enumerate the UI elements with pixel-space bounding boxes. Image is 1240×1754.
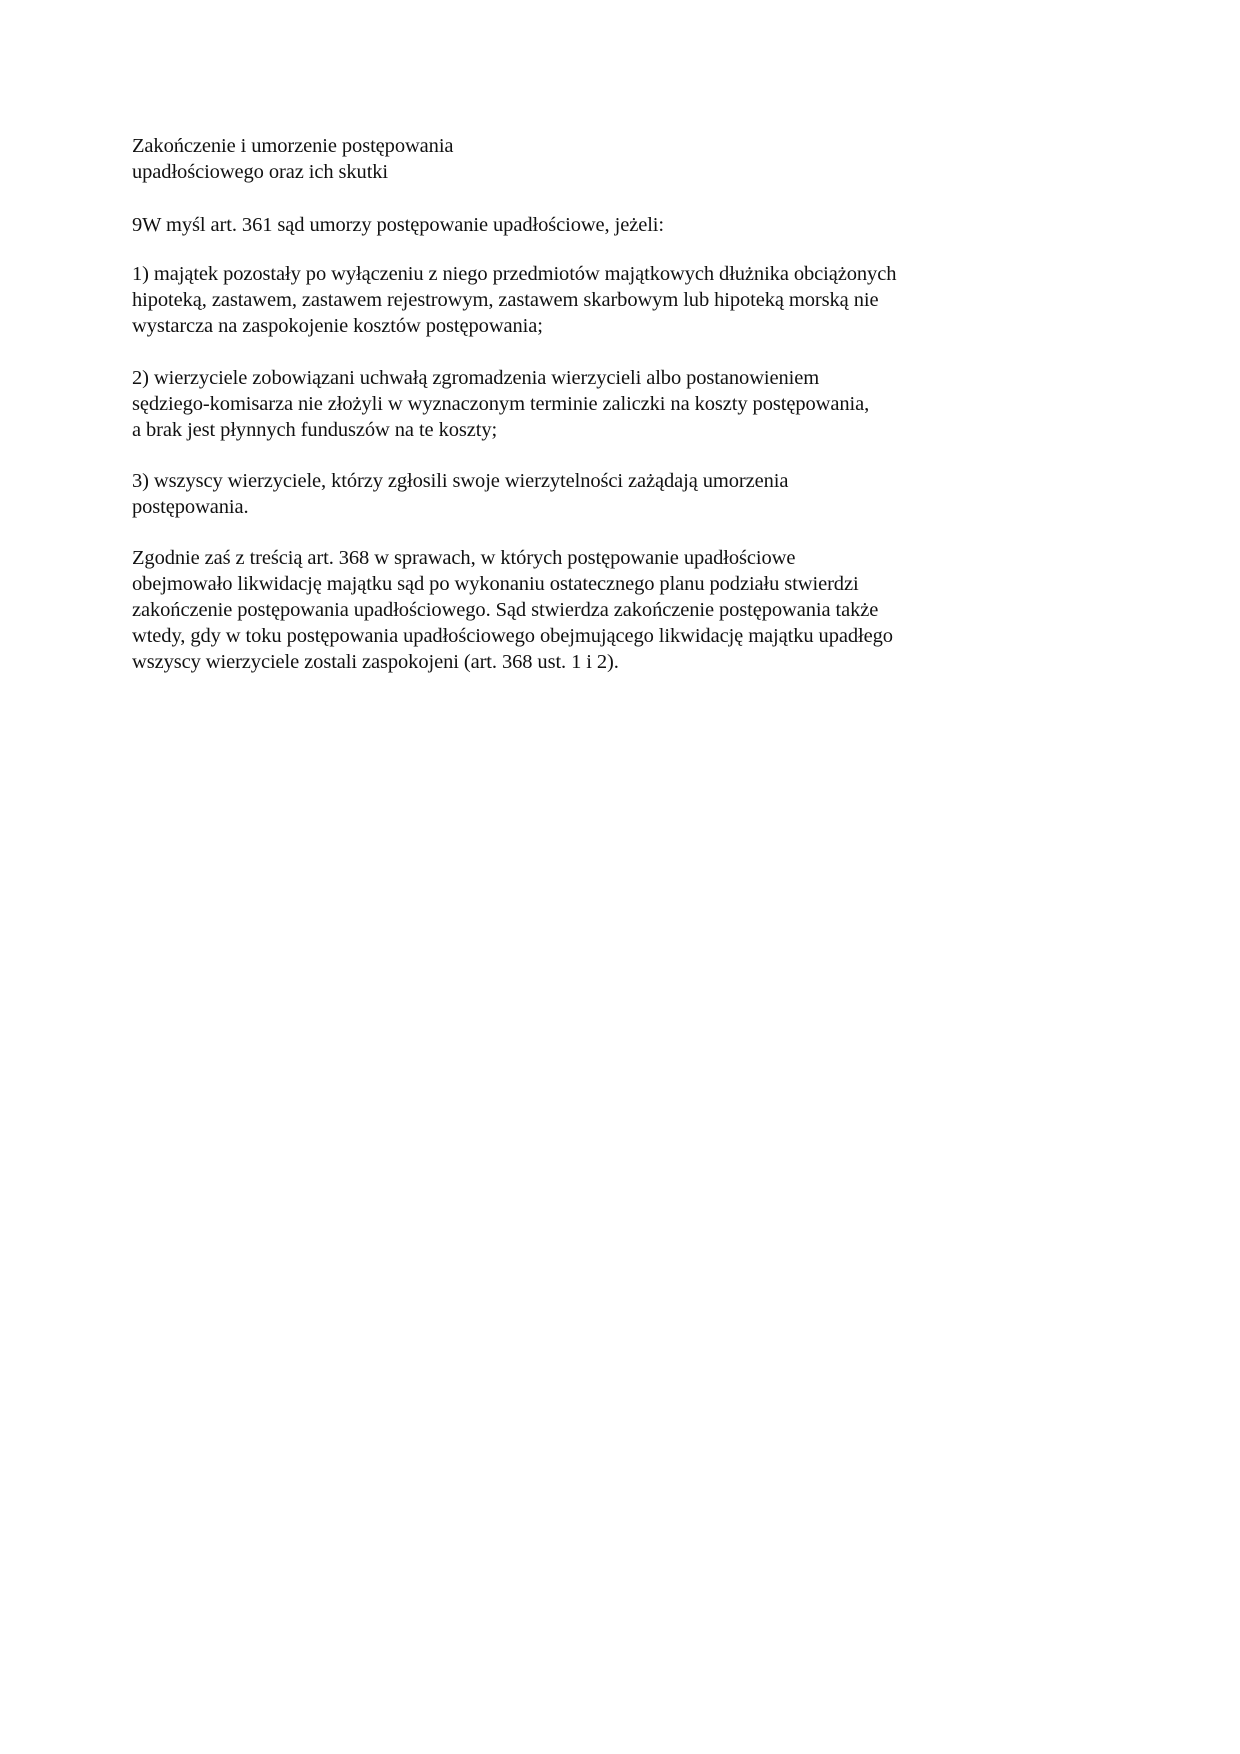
intro-sentence: 9W myśl art. 361 sąd umorzy postępowanie upadłościowe, jeżeli: <box>132 214 664 236</box>
paragraph-line: 2) wierzyciele zobowiązani uchwałą zgromadzenia wierzycieli albo postanowieniem <box>132 367 820 389</box>
paragraph-line: Zgodnie zaś z treścią art. 368 w sprawach, w których postępowanie upadłościowe <box>132 547 796 569</box>
paragraph-line: wystarcza na zaspokojenie kosztów postępowania; <box>132 315 543 337</box>
paragraph-line: postępowania. <box>132 496 249 518</box>
paragraph-line: sędziego-komisarza nie złożyli w wyznaczonym terminie zaliczki na koszty postępowania, <box>132 393 870 415</box>
paragraph-line: wtedy, gdy w toku postępowania upadłościowego obejmującego likwidację majątku upadłego <box>132 625 893 647</box>
paragraph-line: a brak jest płynnych funduszów na te koszty; <box>132 419 498 441</box>
paragraph-line: obejmowało likwidację majątku sąd po wykonaniu ostatecznego planu podziału stwierdzi <box>132 573 859 595</box>
paragraph-line: zakończenie postępowania upadłościowego. Sąd stwierdza zakończenie postępowania także <box>132 599 879 621</box>
paragraph-line: wszyscy wierzyciele zostali zaspokojeni (art. 368 ust. 1 i 2). <box>132 651 619 673</box>
paragraph-line: 1) majątek pozostały po wyłączeniu z niego przedmiotów majątkowych dłużnika obciążonych <box>132 263 897 285</box>
document-title-line-2: upadłościowego oraz ich skutki <box>132 161 389 183</box>
paragraph-line: hipoteką, zastawem, zastawem rejestrowym, zastawem skarbowym lub hipoteką morską nie <box>132 289 879 311</box>
document-title-line-1: Zakończenie i umorzenie postępowania <box>132 135 454 157</box>
paragraph-line: 3) wszyscy wierzyciele, którzy zgłosili swoje wierzytelności zażądają umorzenia <box>132 470 789 492</box>
